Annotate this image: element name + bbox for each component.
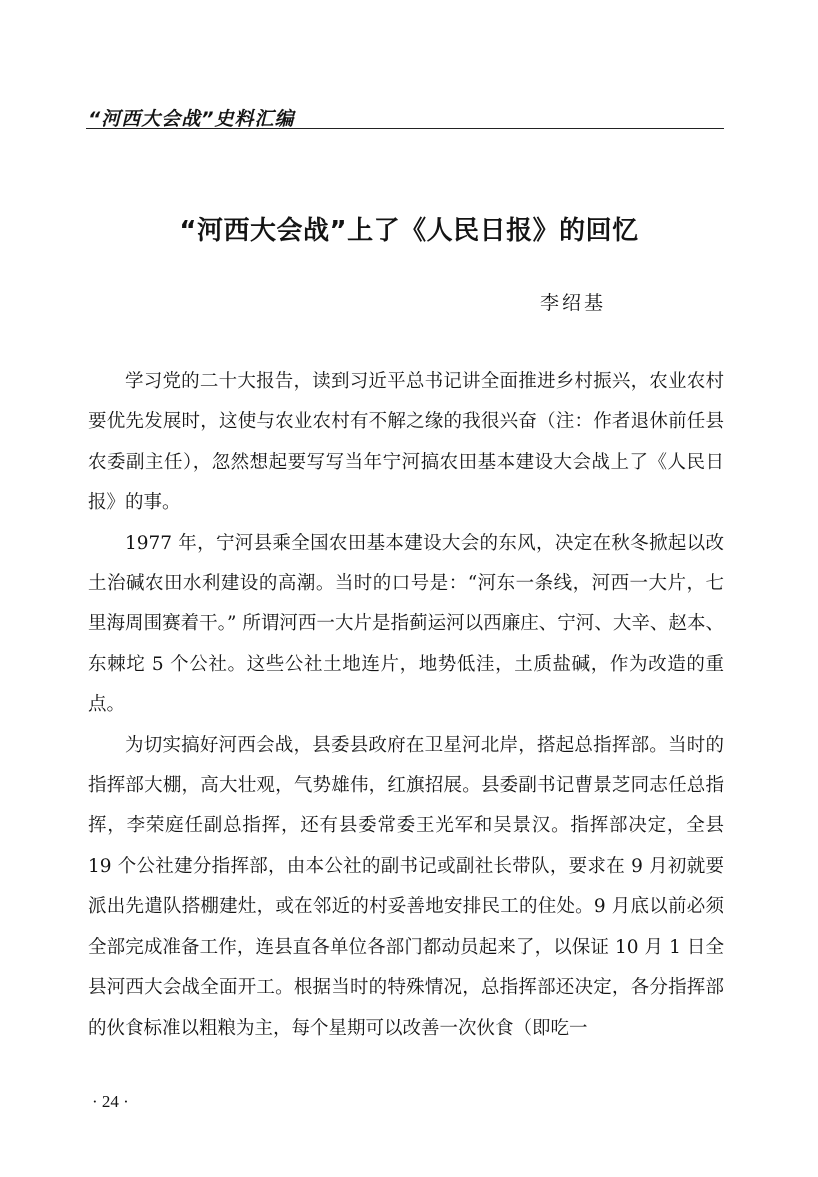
page-number: · 24 · bbox=[92, 1092, 129, 1111]
article-title: “河西大会战”上了《人民日报》的回忆 bbox=[179, 216, 639, 246]
paragraph: 1977 年，宁河县乘全国农田基本建设大会的东风，决定在秋冬掀起以改土治碱农田水利建设的高潮。当时的口号是：“河东一条线，河西一大片，七里海周围赛着干。” 所谓河西一大片是指蓟运河以西廉庄、宁河、大辛、赵本、东棘坨 5 个公社。这些公社土地连片，地势低洼，土质盐碱，作为改造的重点。 bbox=[88, 532, 724, 716]
paragraph: 为切实搞好河西会战，县委县政府在卫星河北岸，搭起总指挥部。当时的指挥部大棚，高大壮观，气势雄伟，红旗招展。县委副书记曹景芝同志任总指挥，李荣庭任副总指挥，还有县委常委王光军和吴景汉。指挥部决定，全县 19 个公社建分指挥部，由本公社的副书记或副社长带队，要求在 9 月初就要派出先遣队搭棚建灶，或在邻近的村妥善地安排民工的住处。9 月底以前必须全部完成准备工作，连县直各单位各部门都动员起来了，以保证 10 月 1 日全县河西大会战全面开工。根据当时的特殊情况，总指挥部还决定，各分指挥部的伙食标准以粗粮为主，每个星期可以改善一次伙食（即吃一 bbox=[88, 734, 724, 1039]
header-rule bbox=[86, 128, 724, 129]
running-head: “河西大会战”史料汇编 bbox=[88, 108, 295, 130]
paragraph: 学习党的二十大报告，读到习近平总书记讲全面推进乡村振兴，农业农村要优先发展时，这使与农业农村有不解之缘的我很兴奋（注：作者退休前任县农委副主任），忽然想起要写写当年宁河搞农田基本建设大会战上了《人民日报》的事。 bbox=[88, 371, 724, 514]
article-author: 李绍基 bbox=[540, 292, 607, 314]
article-body bbox=[88, 362, 724, 1049]
